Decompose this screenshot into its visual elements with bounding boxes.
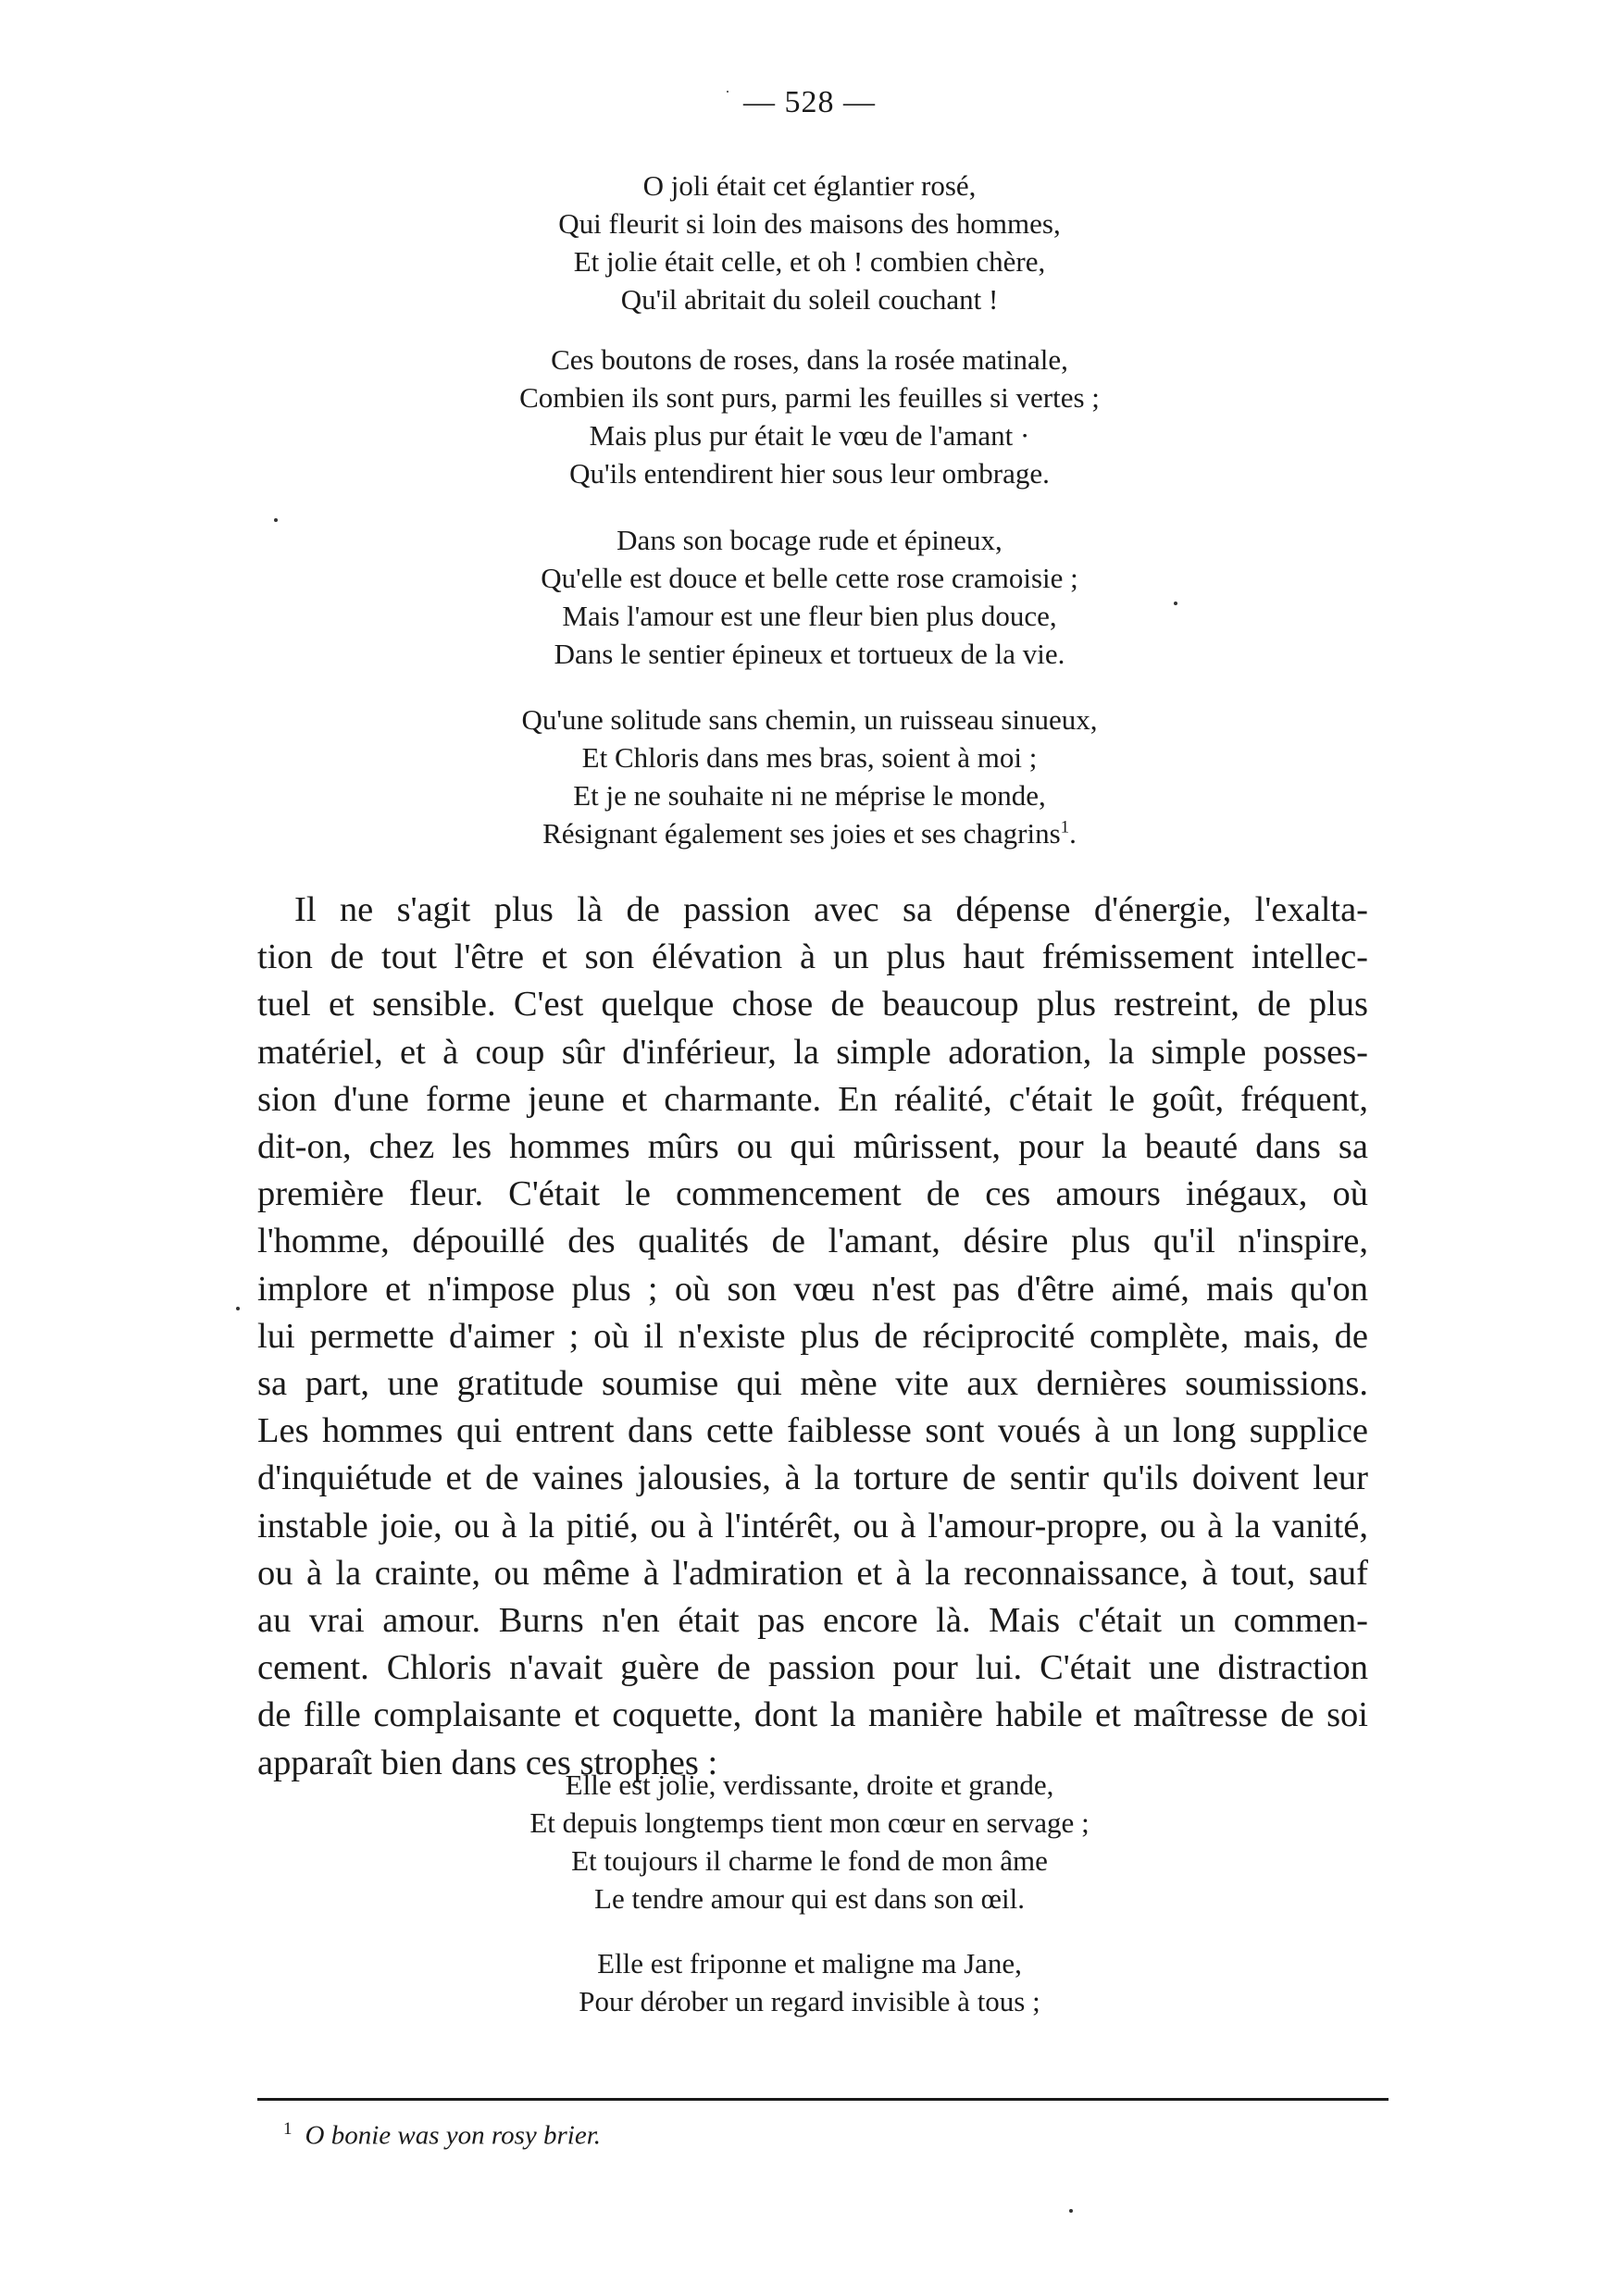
scan-speck — [274, 518, 278, 522]
paragraph-line: l'homme, dépouillé des qualités de l'amant, désire plus qu'il n'inspire, — [257, 1222, 1368, 1261]
verse-line-with-footnote — [0, 814, 1619, 852]
scan-speck — [1174, 602, 1177, 605]
poem-stanza-3 — [0, 521, 1619, 673]
verse-line: Et je ne souhaite ni ne méprise le monde, — [573, 779, 1046, 812]
verse-line: Qu'ils entendirent hier sous leur ombrage. — [569, 457, 1050, 490]
paragraph-line: implore et n'impose plus ; où son vœu n'est pas d'être aimé, mais qu'on — [257, 1269, 1368, 1309]
footnote-divider — [257, 2098, 1389, 2101]
footnote-text: O bonie was yon rosy brier. — [305, 2120, 602, 2151]
poem-stanza-2 — [0, 341, 1619, 492]
paragraph-line: au vrai amour. Burns n'en était pas encore là. Mais c'était un commen- — [257, 1601, 1368, 1641]
verse-line: Qu'il abritait du soleil couchant ! — [620, 283, 999, 316]
body-paragraph — [257, 887, 1368, 1787]
footnote — [283, 2119, 601, 2152]
paragraph-line: Les hommes qui entrent dans cette faiblesse sont voués à un long supplice — [257, 1411, 1368, 1451]
footnote-marker: 1 — [283, 2119, 293, 2139]
paragraph-line: lui permette d'aimer ; où il n'existe plus de réciprocité complète, mais, de — [257, 1316, 1368, 1356]
verse-line: Et jolie était celle, et oh ! combien chère, — [573, 245, 1046, 278]
poem-stanza-1 — [0, 167, 1619, 318]
verse-line-text: Résignant également ses joies et ses chagrins — [542, 817, 1061, 850]
paragraph-line: sion d'une forme jeune et charmante. En réalité, c'était le goût, fréquent, — [257, 1079, 1368, 1119]
verse-line: Dans son bocage rude et épineux, — [616, 524, 1003, 556]
verse-line: Dans le sentier épineux et tortueux de la vie. — [554, 638, 1065, 670]
verse-line: Et Chloris dans mes bras, soient à moi ; — [581, 741, 1038, 774]
verse-line: Ces boutons de roses, dans la rosée matinale, — [551, 343, 1068, 376]
verse-line: Elle est friponne et maligne ma Jane, — [597, 1947, 1022, 1980]
verse-line: Mais l'amour est une fleur bien plus douce, — [562, 600, 1057, 632]
paragraph-line: sa part, une gratitude soumise qui mène vite aux dernières soumissions. — [257, 1364, 1368, 1404]
verse-line: Mais plus pur était le vœu de l'amant · — [589, 419, 1030, 452]
verse-line: Qu'elle est douce et belle cette rose cramoisie ; — [541, 562, 1078, 594]
verse-line: Pour dérober un regard invisible à tous ; — [579, 1985, 1040, 2017]
verse-line: O joli était cet églantier rosé, — [642, 169, 977, 202]
scan-speck — [1069, 2209, 1073, 2213]
verse-line: Combien ils sont purs, parmi les feuilles si vertes ; — [519, 381, 1100, 414]
verse-line: Qui fleurit si loin des maisons des hommes, — [558, 207, 1061, 240]
verse-line: Elle est jolie, verdissante, droite et grande, — [565, 1769, 1054, 1801]
paragraph-line: tuel et sensible. C'est quelque chose de beaucoup plus restreint, de plus — [257, 985, 1368, 1024]
verse-line: Qu'une solitude sans chemin, un ruisseau sinueux, — [521, 703, 1098, 736]
paragraph-line: d'inquiétude et de vaines jalousies, à la torture de sentir qu'ils doivent leur — [257, 1458, 1368, 1498]
paragraph-line: Il ne s'agit plus là de passion avec sa dépense d'énergie, l'exalta- — [294, 890, 1368, 929]
paragraph-line: apparaît bien dans ces strophes : — [257, 1743, 718, 1782]
verse-line: Le tendre amour qui est dans son œil. — [594, 1882, 1025, 1915]
paragraph-line: tion de tout l'être et son élévation à un plus haut frémissement intellec- — [257, 937, 1368, 977]
paragraph-line: matériel, et à coup sûr d'inférieur, la simple adoration, la simple posses- — [257, 1032, 1368, 1072]
verse-line-end-punct: . — [1069, 817, 1077, 850]
page-number: — 528 — — [743, 85, 876, 119]
verse-line: Et depuis longtemps tient mon cœur en servage ; — [529, 1806, 1090, 1839]
paragraph-line: dit-on, chez les hommes mûrs ou qui mûrissent, pour la beauté dans sa — [257, 1127, 1368, 1167]
verse-line: Et toujours il charme le fond de mon âme — [571, 1844, 1048, 1877]
poem-stanza-5 — [0, 1766, 1619, 1917]
scan-speck — [727, 91, 729, 93]
footnote-reference: 1 — [1060, 817, 1070, 838]
paragraph-line: de fille complaisante et coquette, dont la manière habile et maîtresse de soi — [257, 1695, 1368, 1735]
paragraph-line: ou à la crainte, ou même à l'admiration et à la reconnaissance, à tout, sauf — [257, 1553, 1368, 1593]
scan-speck — [236, 1307, 240, 1310]
paragraph-line: instable joie, ou à la pitié, ou à l'intérêt, ou à l'amour-propre, ou à la vanité, — [257, 1506, 1368, 1545]
poem-stanza-6 — [0, 1944, 1619, 2020]
poem-stanza-4 — [0, 701, 1619, 852]
paragraph-line: cement. Chloris n'avait guère de passion pour lui. C'était une distraction — [257, 1648, 1368, 1688]
paragraph-line: première fleur. C'était le commencement de ces amours inégaux, où — [257, 1174, 1368, 1214]
